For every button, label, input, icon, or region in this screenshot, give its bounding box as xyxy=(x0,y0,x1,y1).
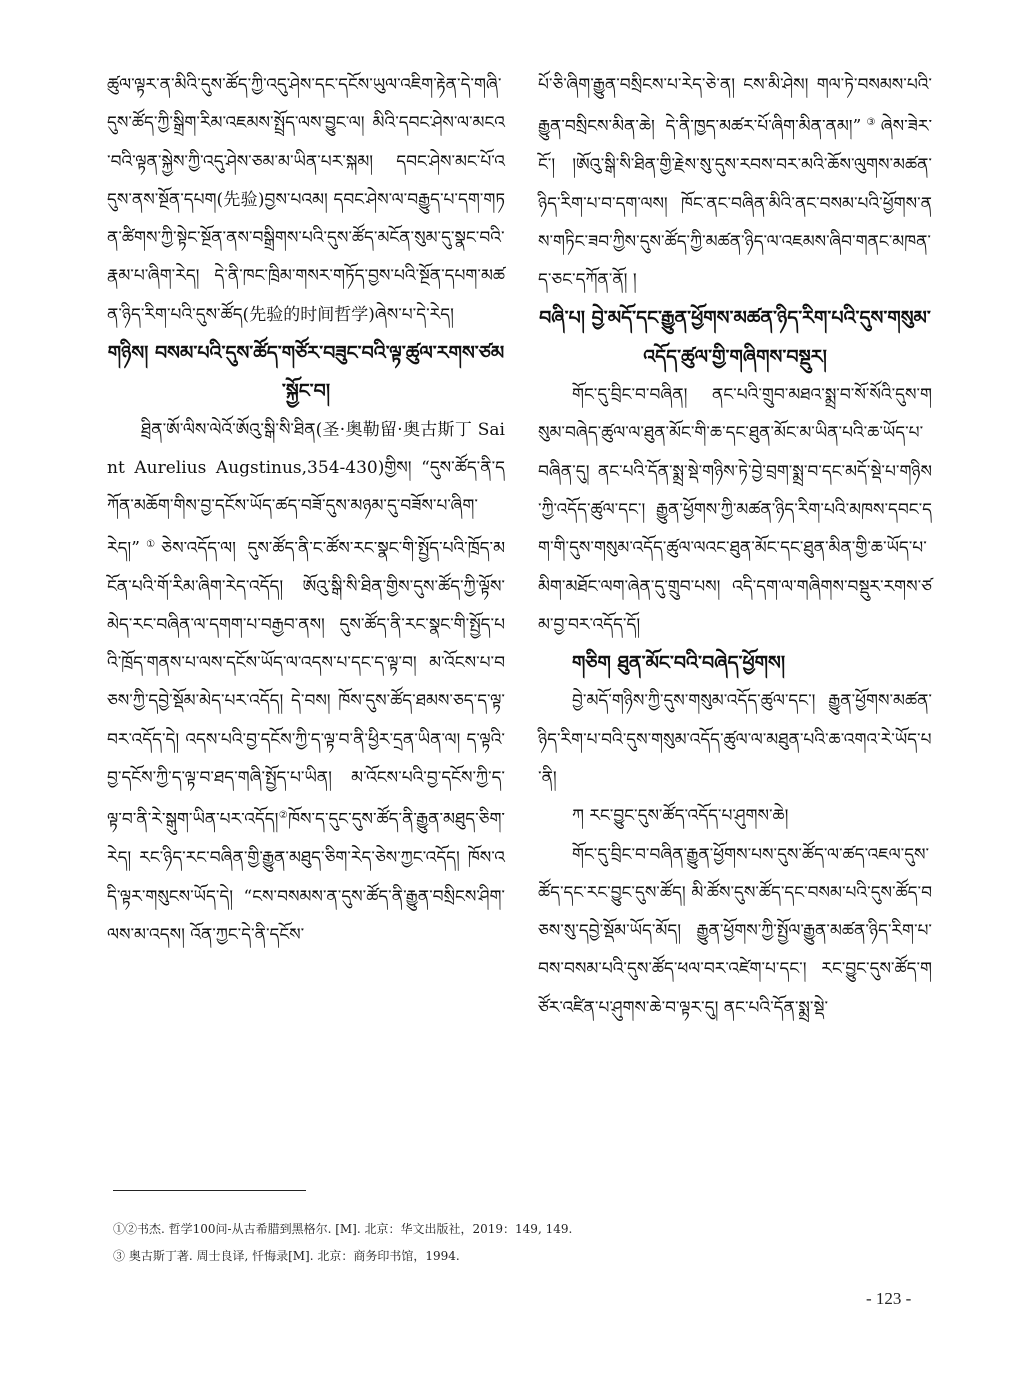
paragraph-text: ཁོས་ད་དུང་དུས་ཚོད་ནི་རྒྱུན་མཐུད་ཅིག་རེད། རང་ཉིད་རང་བཞིན་གྱི་རྒྱུན་མཐུད་ཅིག་རེད་ཅེས་ཀྱང་འདོད། ཁོས་འདི་ལྟར་གསུངས་ཡོད་དེ། “ངས་བསམས་ན་དུས་ཚོད་ནི་རྒྱུན་བསྲིངས་ཤིག་ལས་མ་འདས། འོན་ཀྱང་དེ་ནི་དངོས་ xyxy=(107,809,505,945)
body-paragraph: བྱེ་མདོ་གཉིས་ཀྱི་དུས་གསུམ་འདོད་ཚུལ་དང་། རྒྱུན་ཕྱོགས་མཚན་ཉིད་རིག་པ་བའི་དུས་གསུམ་འདོད་ཚུལ་ལ་མཐུན་པའི་ཆ་འགའ་རེ་ཡོད་པ་ནི། xyxy=(538,691,932,788)
section-heading: གཉིས། བསམ་པའི་དུས་ཚོད་གཙོར་བཟུང་བའི་ལྟ་ཚུལ་རགས་ཙམ་སྐྱོང་བ། xyxy=(107,342,505,403)
body-paragraph xyxy=(538,66,932,299)
paragraph-text: ཞེས་ཟེར་ངོ་། །ཨོའུ་སྒི་སི་ཐིན་གྱི་རྗེས་སུ་དུས་རབས་བར་མའི་ཆོས་ལུགས་མཚན་ཉིད་རིག་པ་བ་དག་ལས། ཁོང་ནང་བཞིན་མིའི་ནང་བསམ་པའི་ཕྱོགས་ནས་གཏིང་ཟབ་ཀྱིས་དུས་ཚོད་ཀྱི་མཚན་ཉིད་ལ་འཇམས་ཞིབ་གནང་མཁན་ད་ཅང་དཀོན་ནོ། ། xyxy=(538,116,933,291)
body-paragraph xyxy=(107,411,505,954)
sub-point-heading: ཀ རང་བྱུང་དུས་ཚོད་འདོད་པ་ཤུགས་ཆེ། xyxy=(572,806,789,827)
section-heading: བཞི་པ། བྱེ་མདོ་དང་རྒྱུན་ཕྱོགས་མཚན་ཉིད་རིག་པའི་དུས་གསུམ་འདོད་ཚུལ་གྱི་གཞིགས་བསྡུར། xyxy=(539,307,931,368)
body-paragraph: ཚུལ་ལྟར་ན་མིའི་དུས་ཚོད་ཀྱི་འདུ་ཤེས་དང་དངོས་ཡུལ་འཇིག་རྟེན་དེ་གཞི་དུས་ཚོད་ཀྱི་སྒྲིག་རིམ་འཇམས་སྤྲོད་ལས་བྱུང་ལ། མིའི་དབང་ཤེས་ལ་མངའ་བའི་ལྟན་སྐྱེས་ཀྱི་འདུ་ཤེས་ཅམ་མ་ཡིན་པར་སྐམ། དབང་ཤེས་མང་པོ་འདུས་ནས་སྔོན་དཔག(先验)བྱས་པའམ། དབང་ཤེས་ལ་བརྒྱུད་པ་དག་གཏན་ཚིགས་ཀྱི་སྟེང་སྔོན་ནས་བསྒྲིགས་པའི་དུས་ཚོད་མངོན་སུམ་དུ་སྣང་བའི་རྣམ་པ་ཞིག་རེད། དེ་ནི་ཁང་ཁྲིམ་གསར་གཏོད་བྱས་པའི་སྔོན་དཔག་མཚན་ཉིད་རིག་པའི་དུས་ཚོད(先验的时间哲学)ཞེས་པ་དེ་རེད། xyxy=(107,75,505,325)
subsection-heading: གཅིག ཐུན་མོང་བའི་བཞེད་ཕྱོགས། xyxy=(572,652,786,675)
footnote-marker[interactable]: ① xyxy=(139,538,162,550)
page-number: - 123 - xyxy=(866,1289,912,1308)
paragraph-text: པོ་ཅི་ཞིག་རྒྱུན་བསྲིངས་པ་རེད་ཅེ་ན། ངས་མི་ཤེས། གལ་ཏེ་བསམས་པའི་རྒྱུན་བསྲིངས་མིན་ཆེ། དེ་ནི་ཁྱད་མཚར་པོ་ཞིག་མིན་ནམ།” xyxy=(538,75,932,137)
footnote: ③ 奥古斯丁著. 周士良译, 忏悔录[M]. 北京：商务印书馆，1994. xyxy=(113,1249,460,1263)
footnote-marker[interactable]: ② xyxy=(278,810,289,822)
footnote-divider xyxy=(113,1190,306,1191)
footnote: ①②书杰. 哲学100问-从古希腊到黑格尔. [M]. 北京：华文出版社，2019：149, 149. xyxy=(113,1222,573,1236)
body-paragraph: གོང་དུ་བྲིང་བ་བཞིན། ནང་པའི་གྲུབ་མཐའ་སྨྲ་བ་སོ་སོའི་དུས་གསུམ་བཞེད་ཚུལ་ལ་ཐུན་མོང་གི་ཆ་དང་ཐུན་མོང་མ་ཡིན་པའི་ཆ་ཡོད་པ་བཞིན་དུ། ནང་པའི་དོན་སྨྲ་སྡེ་གཉིས་ཏེ་བྱེ་བྲག་སྨྲ་བ་དང་མདོ་སྡེ་པ་གཉིས་ཀྱི་འདོད་ཚུལ་དང་། རྒྱུན་ཕྱོགས་ཀྱི་མཚན་ཉིད་རིག་པའི་མཁས་དབང་དག་གི་དུས་གསུམ་འདོད་ཚུལ་ལའང་ཐུན་མོང་དང་ཐུན་མིན་གྱི་ཆ་ཡོད་པ་མིག་མཐོང་ལག་ཞེན་དུ་གྲུབ་པས། འདི་དག་ལ་གཞིགས་བསྡུར་རགས་ཙམ་བྱ་བར་འདོད་དོ། xyxy=(538,385,932,635)
paragraph-text: ཅེས་འདོད་ལ། དུས་ཚོད་ནི་ང་ཚོས་རང་སྣང་གི་སྤྱོད་པའི་ཁྲོད་མངོན་པའི་གོ་རིམ་ཞིག་རེད་འདོད། ཨོའུ་སྒི་སི་ཐིན་གྱིས་དུས་ཚོད་ཀྱི་ལྟོས་མེད་རང་བཞིན་ལ་དགག་པ་བརྒྱབ་ནས། དུས་ཚོད་ནི་རང་སྣང་གི་སྤྱོད་པའི་ཁྲོད་གནས་པ་ལས་དངོས་ཡོད་ལ་འདས་པ་དང་ད་ལྟ་བ། མ་འོངས་པ་བཅས་ཀྱི་དབྱེ་སྡོམ་མེད་པར་འདོད། དེ་བས། ཁོས་དུས་ཚོད་ཐམས་ཅད་ད་ལྟ་བར་འདོད་དེ། འདས་པའི་བྱ་དངོས་ཀྱི་ད་ལྟ་བ་ནི་ཕྱིར་དྲན་ཡིན་ལ། ད་ལྟའི་བྱ་དངོས་ཀྱི་ད་ལྟ་བ་ཐད་གཞི་སྤྱོད་པ་ཡིན། མ་འོངས་པའི་བྱ་དངོས་ཀྱི་ད་ལྟ་བ་ནི་རེ་སྒུག་ཡིན་པར་འདོད། xyxy=(107,538,506,830)
body-paragraph: གོང་དུ་བྲིང་བ་བཞིན་རྒྱུན་ཕྱོགས་པས་དུས་ཚོད་ལ་ཚད་འཇལ་དུས་ཚོད་དང་རང་བྱུང་དུས་ཚོད། མི་ཚོས་དུས་ཚོད་དང་བསམ་པའི་དུས་ཚོད་བཅས་སུ་དབྱེ་སྡོམ་ཡོད་མོད། རྒྱུན་ཕྱོགས་ཀྱི་སྤྱོལ་རྒྱུན་མཚན་ཉིད་རིག་པ་བས་བསམ་པའི་དུས་ཚོད་ཕལ་བར་འཛེག་པ་དང་། རང་བྱུང་དུས་ཚོད་གཙོར་འཛིན་པ་ཤུགས་ཆེ་བ་ལྟར་དུ། ནང་པའི་དོན་སྨྲ་སྡེ་ xyxy=(538,844,932,1018)
footnote-marker[interactable]: ③ xyxy=(861,117,881,129)
paragraph-text: ཐྲིན་ཨོ་ལིས་ལེའོ་ཨོའུ་སྒི་སི་ཐིན(圣·奥勒留·奥古斯丁 Saint Aurelius Augstinus,354-430)གྱིས། “དུས་ཚོད་ནི་དཀོན་མཆོག་གིས་བྱ་དངོས་ཡོད་ཚད་བཟོ་དུས་མཉམ་དུ་བཟོས་པ་ཞིག་རེད།” xyxy=(107,419,505,559)
right-column xyxy=(538,66,932,1027)
left-column xyxy=(107,66,505,954)
